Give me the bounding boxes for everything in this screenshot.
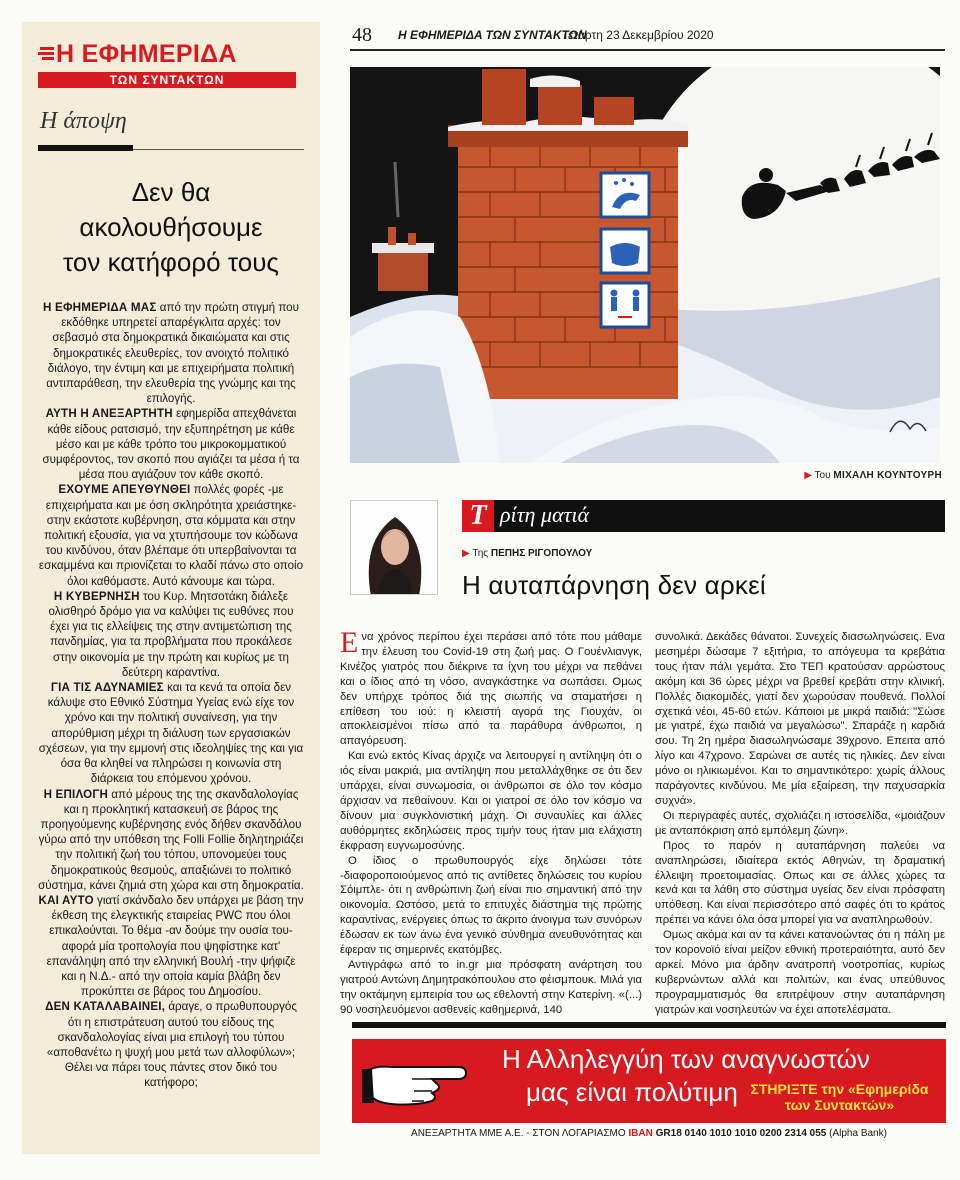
column-initial: Τ [462, 500, 494, 532]
dropcap: Ε [340, 626, 359, 659]
distance-sign-icon [601, 283, 649, 327]
byline: ▶ Της ΠΕΠΗΣ ΡΙΓΟΠΟΥΛΟΥ [462, 548, 593, 559]
article-title: Η αυταπάρνηση δεν αρκεί [462, 570, 766, 600]
editorial-paragraph: ΕΧΟΥΜΕ ΑΠΕΥΘΥΝΘΕΙ πολλές φορές -με επιχειρήματα και με όση σκληρότητα χρειάστηκε- στην εκάστοτε κυβέρνηση, στα κόμματα και στην πολιτική εξουσία, για να χτυπήσουμε τον κώδωνα του κινδύνου, όταν βλέπαμε ότι υπερβαίνονται τα εσκαμμένα και πριονίζεται το κλαδί πάνω στο οποίο όλοι καθόμαστε. Αυτό κάνουμε και τώρα. [38, 483, 304, 588]
masthead-subtitle: ΤΩΝ ΣΥΝΤΑΚΤΩΝ [38, 72, 296, 88]
paper-name: Η ΕΦΗΜΕΡΙΔΑ ΤΩΝ ΣΥΝΤΑΚΤΩΝ [398, 28, 587, 42]
column-header [462, 500, 945, 532]
section-rule [38, 145, 304, 151]
pointing-hand-icon [362, 1053, 492, 1109]
ad-subheadline: μας είναι πολύτιμη [526, 1077, 738, 1107]
cartoon-credit: ▶ Του ΜΙΧΑΛΗ ΚΟΥΝΤΟΥΡΗ [804, 470, 942, 481]
article-column-left [340, 626, 642, 1018]
article-paragraph: Αντιγράφω από το in.gr μια πρόσφατη ανάρτηση του γιατρού Αντώνη Δημητρακόπουλου στο φέισμπουκ. Μιλά για την οκτάμηνη εμπειρία του ως εθελοντή στην Κατερίνη. «(...) 90 νοσηλευόμενοι ασθενείς καθημερινά, 140 [340, 958, 642, 1016]
column-name: ρίτη ματιά [500, 502, 590, 527]
article-paragraph: Ομως ακόμα και αν τα κάνει κατανοώντας ότι η πάλη με τον κορονοϊό είναι μείζον εθνική προτεραιότητα, αυτό δεν αρκεί. Μόνο μια άρδην ανατροπή νοοτροπίας, κυρίως κυβερνώντων αλλά και πολιτών, και ένας υπεύθυνος προγραμματισμός θα επιτρέψουν στην αυταπάρνηση γιατρών και νοσηλευτών να έχει αποτελέσματα. [655, 929, 945, 1016]
section-label: Η άποψη [40, 108, 127, 134]
editorial-paragraph: Η ΚΥΒΕΡΝΗΣΗ του Κυρ. Μητσοτάκη διάλεξε ολισθηρό δρόμο για να καλύψει τις ευθύνες που έχει για τις ελλείψεις της στην αντιμετώπιση της πανδημίας, για τα προβλήματα που προκάλεσε στην οικονομία με την πρώτη και κυρίως με τη δεύτερη καραντίνα. [48, 589, 294, 679]
editorial-paragraph: ΓΙΑ ΤΙΣ ΑΔΥΝΑΜΙΕΣ και τα κενά τα οποία δεν κάλυψε στο Εθνικό Σύστημα Υγείας ενώ είχε τον χρόνο και την πολιτική συναίνεση, για την απορύθμιση μέχρι τη διάλυση των εργασιακών σχέσεων, για την εμμονή στις ιδεοληψίες της και για όσα θα κληθεί να πληρώσει η κοινωνία στη διάρκεια του επόμενου χρόνου. [38, 681, 304, 786]
cartoon [350, 67, 940, 463]
triangle-arrow-icon: ▶ [804, 470, 812, 481]
article-paragraph: συνολικά. Δεκάδες θάνατοι. Συνεχείς διασωληνώσεις. Ενα μεσημέρι δώσαμε 7 εξιτήρια, το απόγευμα τα κρεβάτια τους ήταν πάλι γεμάτα. Στο ΤΕΠ κρατούσαν αρρώστους ακόμη και 36 ώρες μέχρι να βρεθεί κρεβάτι στην κλινική. Πολλές διακομιδές, γιατί δεν χωρούσαν πουθενά. Πολλοί σχετικά νέοι, 45-60 ετών. Κάποιοι με μικρά παιδιά: "Σώσε με γιατρέ, έχω παιδιά να μεγαλώσω". Σπαράζε η καρδιά σου. Τη 2η ημέρα διασωληνώσαμε 39χρονο. Επειτα από λίγο και 47χρονο. Σαρώνει σε αυτές τις ηλικίες. Δεν είναι μόνο οι ηλικιωμένοι. Και το σημαντικότερο: χωρίς άλλους παράγοντες κινδύνου. Με μία εξαίρεση, την παχυσαρκία συχνά». [655, 631, 945, 807]
ad-support-text: ΣΤΗΡΙΞΤΕ την «Εφημερίδα των Συντακτών» [750, 1081, 929, 1113]
article-paragraph: Ο ίδιος ο πρωθυπουργός είχε δηλώσει τότε -διαφοροποιούμενος από τις αντίθετες δηλώσεις του κυρίου Σόιμπλε- ότι η ανθρώπινη ζωή είναι πιο σημαντική από την οικονομία. Ωστόσο, μετά το επιτυχές διάστημα της πρώτης καραντίνας, ενέργειες όπως το άκριτο άνοιγμα των συνόρων έδωσαν εκ των άνω ένα γενικό σύνθημα ανευθυνότητας και έφεραν τις σημερινές εκατόμβες. [340, 854, 642, 957]
editorial-body [38, 300, 304, 1091]
article-paragraph: Προς το παρόν η αυταπάρνηση παλεύει να αναπληρώσει, ιδιαίτερα εκτός Αθηνών, τη δραματική έλλειψη προετοιμασίας. Οπως και σε άλλες χώρες τα κενά και τα λάθη στο σύστημα υγείας δεν είναι πρόσφατη υπόθεση. Και είναι περισσότερο από σαφές ότι το κράτος πρέπει να κάνει όλα όσα μπορεί για να αναπληρωθούν. [655, 839, 945, 927]
editorial-paragraph: Η ΕΦΗΜΕΡΙΔΑ ΜΑΣ από την πρώτη στιγμή που εκδόθηκε υπηρετεί απαρέγκλιτα αρχές: τον σεβασμό στα δημοκρατικά δικαιώματα και στις δημοκρατικές ελευθερίες, τον ανοιχτό πολιτικό διάλογο, την έντιμη και με επιχειρήματα πολιτική αντιπαράθεση, την ελευθερία της γνώμης και της επιλογής. [43, 301, 299, 406]
editorial-paragraph: ΔΕΝ ΚΑΤΑΛΑΒΑΙΝΕΙ, άραγε, ο πρωθυπουργός ότι η επιστράτευση αυτού του είδους της σκανδαλολογίας είναι μια επιλογή του τύπου «αποθανέτω η ψυχή μου μετά των αλλοφύλων»; Θέλει να πάρει τους πάντες στον δικό του κατήφορο; [45, 1000, 297, 1090]
editorial-paragraph: ΑΥΤΗ Η ΑΝΕΞΑΡΤΗΤΗ εφημερίδα απεχθάνεται κάθε είδους ρατσισμό, την εξυπηρέτηση με κάθε μέσο και με κάθε τρόπο του μικροκομματικού συμφέροντος, τον σκοπό που αγιάζει τα μέσα ή τα μέσα που αγιάζουν τον κάθε σκοπό. [42, 407, 300, 482]
solidarity-ad[interactable] [352, 1039, 946, 1123]
page-header [350, 24, 945, 50]
ad-top-rule [352, 1022, 946, 1028]
author-portrait [350, 500, 438, 595]
page-number: 48 [352, 24, 372, 46]
editorial-paragraph: ΚΑΙ ΑΥΤΟ γιατί σκάνδαλο δεν υπάρχει με βάση την έκθεση της ελεγκτικής εταιρείας PWC που όλοι επικαλούνται. Το θέμα -αν δούμε την ουσία του- αφορά μία τροπολογία που ψηφίστηκε κατ' επανάληψη από την ελληνική Βουλή -την ψήφιζε και η Ν.Δ.- από την οποία καμία βλάβη δεν προκύπτει σε βάρος του Δημοσίου. [38, 893, 304, 999]
editorial-paragraph: Η ΕΠΙΛΟΓΗ από μέρους της της σκανδαλολογίας και η προκλητική κατασκευή σε βάρος της προηγούμενης κυβέρνησης ενός δήθεν σκανδάλου γύρω από την υπόθεση της Folli Follie δηλητηριάζει την πολιτική ζωή του τόπου, υπονομεύει τους δημοκρατικούς θεσμούς, απαξιώνει το πολιτικό σύστημα, κάνει ζημιά στη χώρα και στη δημοκρατία. [38, 787, 304, 892]
ad-bank-details: ΑΝΕΞΑΡΤΗΤΑ ΜΜΕ Α.Ε. - ΣΤΟΝ ΛΟΓΑΡΙΑΣΜΟ IBAN GR18 0140 1010 1010 0200 2314 055 (Alpha Bank) [411, 1128, 887, 1139]
editorial-column [22, 22, 320, 1154]
cartoon-illustration [350, 67, 940, 463]
article-paragraph: Οι περιγραφές αυτές, σχολιάζει η ιστοσελίδα, «μοιάζουν με ανταπόκριση από εμπόλεμη ζώνη». [655, 809, 945, 837]
speed-lines-icon [38, 46, 54, 60]
editorial-title: Δεν θα ακολουθήσουμε τον κατήφορό τους [63, 177, 279, 277]
ad-headline: Η Αλληλεγγύη των αναγνωστών [502, 1044, 870, 1074]
masthead-logo: Η ΕΦΗΜΕΡΙΔΑ [56, 40, 237, 68]
article-paragraph: Ενα χρόνος περίπου έχει περάσει από τότε που μάθαμε την έλευση του Covid-19 στη ζωή μας. Ο Γουένλιανγκ, Κινέζος γιατρός που διέκρινε τα ίχνη του μέχρι να πεθάνει και ο ίδιος από τη νόσο, αναγκάστηκε να σωπάσει. Ομως δεν υπήρχε τρόπος διά της σιωπής να σταματήσει η επίθεση του ιού: η κλειστή αγορά της Γιουχάν, οι αποκλεισμένοι πίσω από τα παράθυρα άνθρωποι, η απαγόρευση. [340, 626, 642, 748]
issue-date: Τετάρτη 23 Δεκεμβρίου 2020 [562, 28, 714, 42]
triangle-arrow-icon: ▶ [462, 548, 470, 559]
article-paragraph: Και ενώ εκτός Κίνας άρχιζε να λειτουργεί η αντίληψη ότι ο ιός είναι μακριά, μια αντίληψη που μεταλλάχθηκε σε ότι δεν υπάρχει, είναι συνωμοσία, οι άνθρωποι σε όλο τον κόσμο άρχισαν να πεθαίνουν. Και οι γιατροί σε όλο τον κόσμο να δίνουν μια συγκλονιστική μάχη. Οι συναυλίες και άλλες αυθόρμητες εκδηλώσεις προς τιμήν τους ήταν μια ελάχιστη έκφραση ευγνωμοσύνης. [340, 750, 642, 852]
masthead [38, 38, 304, 100]
article-column-right [655, 630, 945, 1018]
